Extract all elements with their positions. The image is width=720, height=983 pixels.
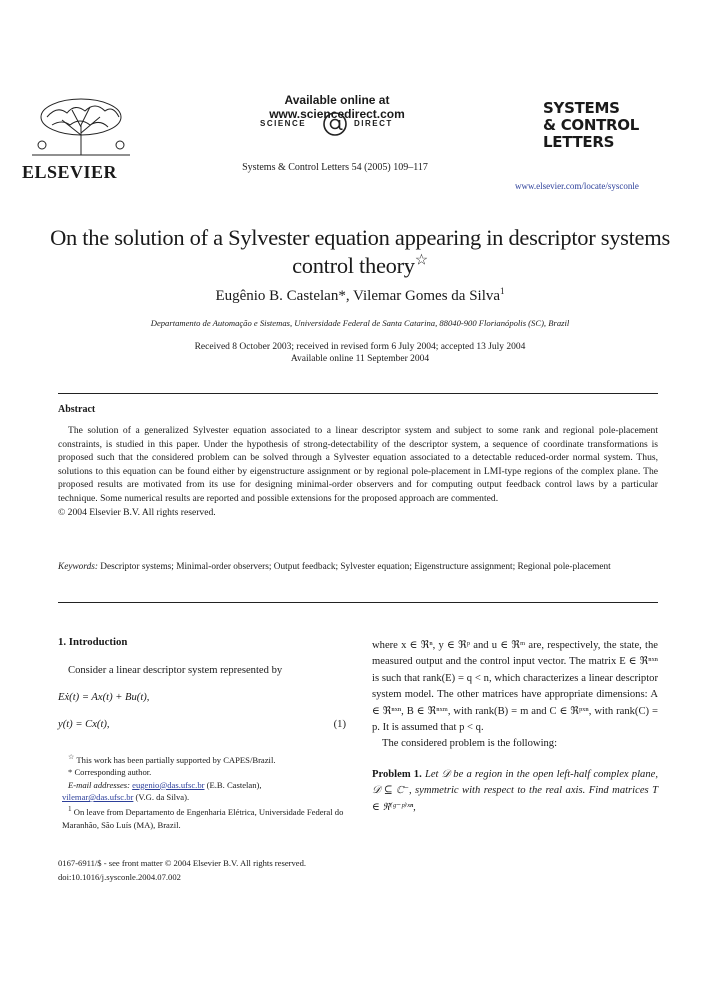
available-online-banner: Available online at www.sciencedirect.com bbox=[269, 93, 405, 121]
divider-top bbox=[58, 393, 658, 394]
paper-title: On the solution of a Sylvester equation appearing in descriptor systems control theory☆ bbox=[50, 225, 670, 278]
divider-bottom bbox=[58, 602, 658, 603]
email-link-1[interactable]: eugenio@das.ufsc.br bbox=[132, 779, 205, 790]
affiliation: Departamento de Automação e Sistemas, Universidade Federal de Santa Catarina, 88040-900 Florianópolis (SC), Brazil bbox=[150, 318, 570, 328]
journal-url-link[interactable]: www.elsevier.com/locate/sysconle bbox=[515, 181, 639, 191]
authors: Eugênio B. Castelan*, Vilemar Gomes da Silva$^1$ bbox=[215, 286, 505, 304]
journal-citation: Systems & Control Letters 54 (2005) 109–117 bbox=[242, 162, 428, 173]
abstract-text: The solution of a generalized Sylvester equation associated to a linear descriptor system and subject to some rank and regional pole-placement constraints, is studied in this paper. Under the hypothesis of strong-detectability of the descriptor system, a sequence of coordinate transformations is proposed such that the considered problem can be solved through a Sylvester equation associated to a detectable reduced-order normal system. Thus, solutions to this equation can be found either by eigenstructure assignment or by regional pole-placement in LMI-type regions of the complex plane. The proposed results are motivated from its use for designing minimal-order observers and for computing output feedback control laws by a particular technique. Some numerical results are reported and possible extensions for the proposed approach are commented. © 2004 Elsevier B.V. All rights reserved. bbox=[58, 425, 658, 518]
at-sign-icon bbox=[322, 111, 348, 137]
equation-line-2: y(t) = Cx(t), (1) bbox=[58, 719, 346, 730]
equation-number: (1) bbox=[333, 719, 346, 730]
problem-statement: Problem 1. Let 𝒟 be a region in the open left-half complex plane, 𝒟 ⊆ ℂ⁻, symmetric with respect to the real axis. Find matrices T ∈ ℜ⁽ᵍ⁻ᵖ⁾ˣⁿ, bbox=[372, 768, 658, 813]
journal-logo: SYSTEMS & CONTROL LETTERS bbox=[543, 99, 640, 151]
left-column bbox=[58, 636, 346, 831]
right-paragraph-2: The considered problem is the following: bbox=[382, 738, 558, 750]
received-dates: Received 8 October 2003; received in revised form 6 July 2004; accepted 13 July 2004 Available online 11 September 2004 bbox=[194, 342, 526, 364]
copyright: © 2004 Elsevier B.V. All rights reserved. bbox=[58, 506, 216, 518]
elsevier-logo bbox=[22, 95, 140, 180]
intro-paragraph: Consider a linear descriptor system represented by bbox=[68, 665, 283, 676]
footnotes: ☆ This work has been partially supported by CAPES/Brazil. * Corresponding author. E-mail addresses: eugenio@das.ufsc.br (E.B. Castelan), vilemar@das.ufsc.br (V.G. da Silva). $^1$ On leave from Departamento de Engenharia Elétrica, Universidade Federal do Maranhão, São Luís (MA), Brazil. bbox=[62, 753, 344, 830]
issn-doi: 0167-6911/$ - see front matter © 2004 Elsevier B.V. All rights reserved. doi:10.1016/j.sysconle.2004.07.002 bbox=[58, 858, 307, 882]
keywords: Keywords: Descriptor systems; Minimal-order observers; Output feedback; Sylvester equation; Eigenstructure assignment; Regional pole-placement bbox=[58, 562, 611, 572]
publisher-name: ELSEVIER bbox=[22, 162, 118, 182]
sciencedirect-logo: SCIENCE DIRECT bbox=[250, 111, 425, 139]
elsevier-tree-icon bbox=[22, 95, 140, 157]
equation-line-1: Eẋ(t) = Ax(t) + Bu(t), bbox=[58, 692, 150, 703]
abstract-heading: Abstract bbox=[58, 404, 96, 415]
section-heading: 1. Introduction bbox=[58, 636, 128, 648]
star-footnote-icon: ☆ bbox=[414, 252, 428, 269]
right-column bbox=[372, 638, 658, 816]
email-link-2[interactable]: vilemar@das.ufsc.br bbox=[62, 792, 134, 803]
right-paragraph-1: where x ∈ ℜⁿ, y ∈ ℜᵖ and u ∈ ℜᵐ are, respectively, the state, the measured output and the control input vector. The matrix E ∈ ℜⁿˣⁿ is such that rank(E) = q < n, which characterizes a linear descriptor system model. The other matrices have appropriate dimensions: A ∈ ℜⁿˣⁿ, B ∈ ℜⁿˣᵐ, with rank(B) = m and C ∈ ℜᵖˣⁿ, with rank(C) = p. It is assumed that p < q. bbox=[372, 640, 658, 734]
